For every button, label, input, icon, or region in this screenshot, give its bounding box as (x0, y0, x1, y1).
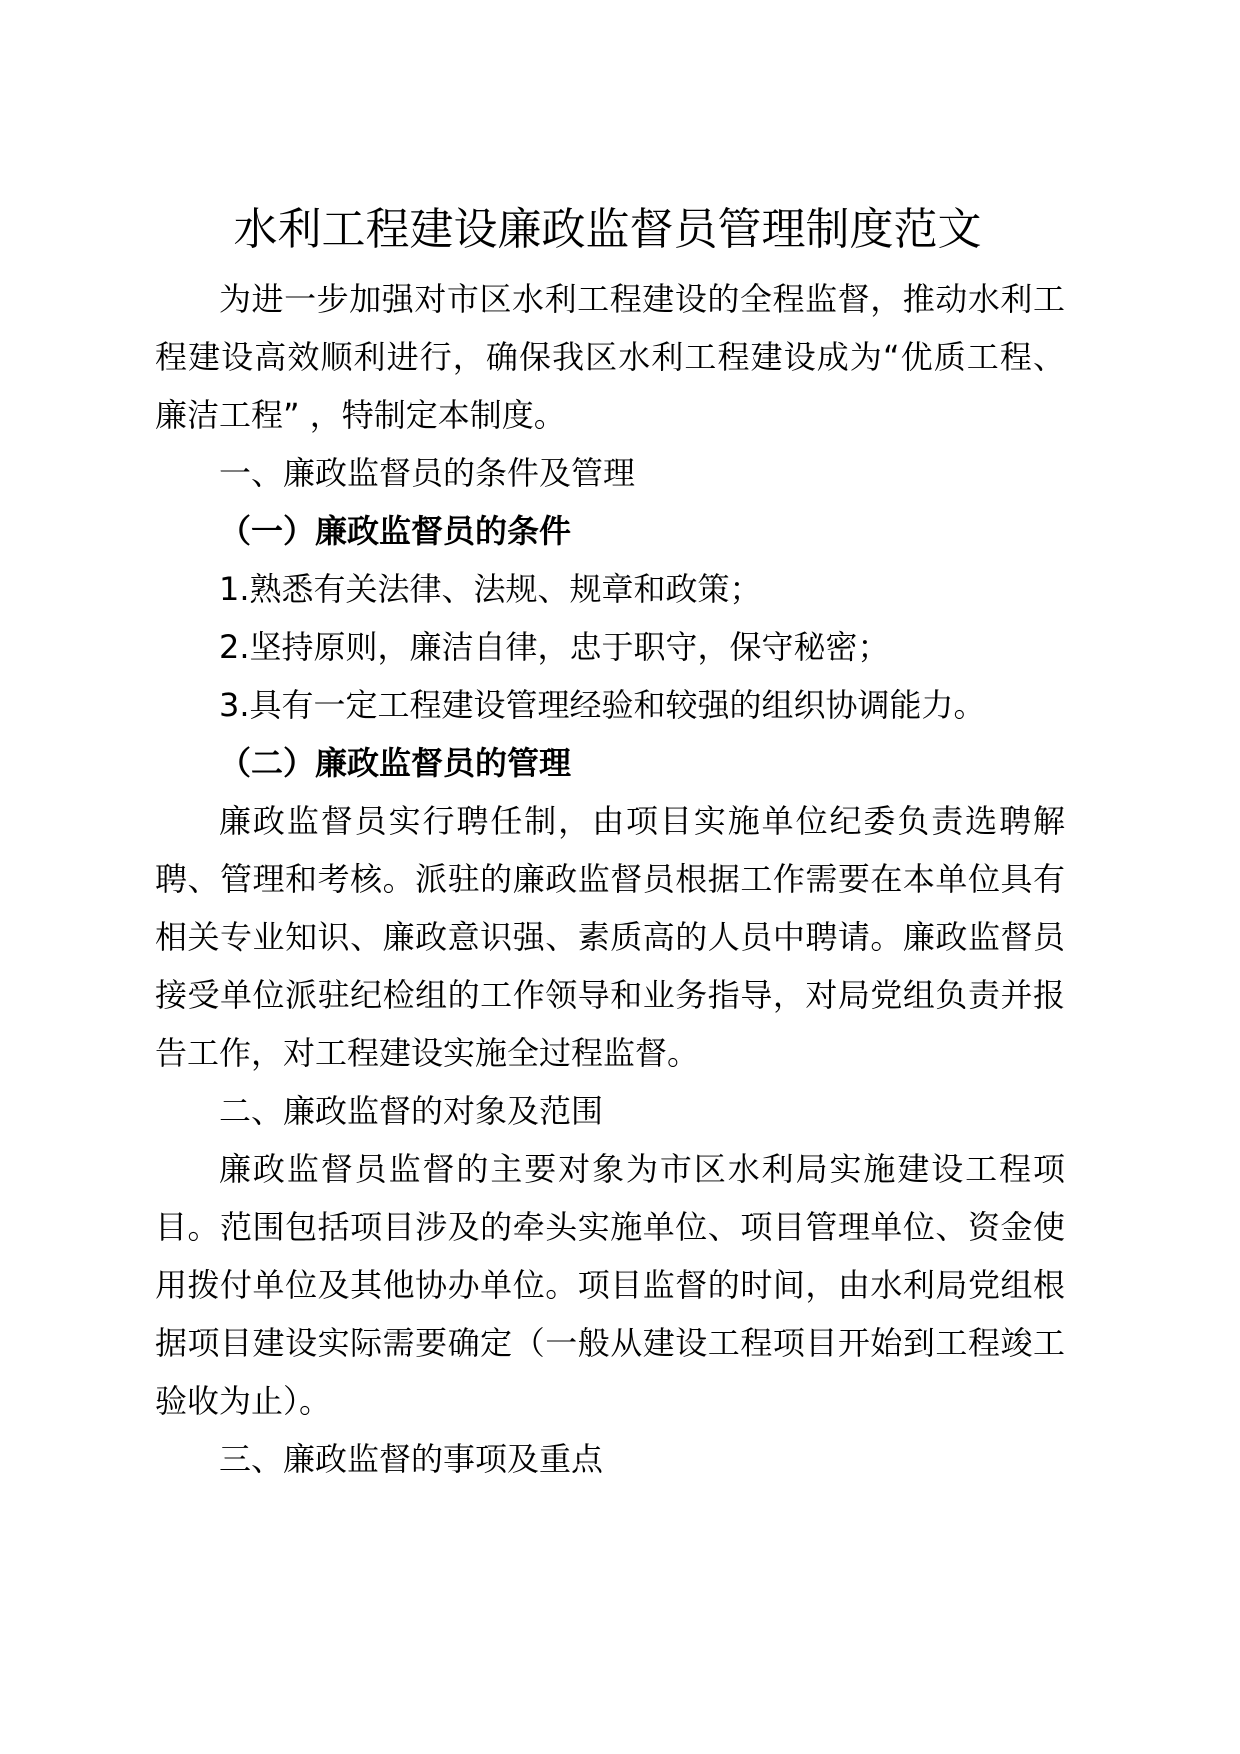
section-2-heading: 二、廉政监督的对象及范围 (219, 1092, 604, 1130)
document-title: 水利工程建设廉政监督员管理制度范文 (233, 204, 982, 255)
section-1-subheading-conditions: （一）廉政监督员的条件 (219, 512, 572, 550)
section-1-heading: 一、廉政监督员的条件及管理 (219, 454, 636, 492)
management-paragraph: 廉政监督员实行聘任制，由项目实施单位纪委负责选聘解聘、管理和考核。派驻的廉政监督员根据工作需要在本单位具有相关专业知识、廉政意识强、素质高的人员中聘请。廉政监督员接受单位派驻纪检组的工作领导和业务指导，对局党组负责并报告工作，对工程建设实施全过程监督。 (155, 802, 1065, 1072)
section-3-heading: 三、廉政监督的事项及重点 (219, 1440, 604, 1478)
section-1-subheading-management: （二）廉政监督员的管理 (219, 744, 572, 782)
intro-paragraph: 为进一步加强对市区水利工程建设的全程监督，推动水利工程建设高效顺利进行，确保我区水利工程建设成为“优质工程、廉洁工程” ，特制定本制度。 (155, 280, 1065, 434)
condition-item-3: 3.具有一定工程建设管理经验和较强的组织协调能力。 (219, 686, 986, 724)
condition-item-1: 1.熟悉有关法律、法规、规章和政策； (219, 570, 762, 608)
condition-item-2: 2.坚持原则，廉洁自律，忠于职守，保守秘密； (219, 628, 890, 666)
scope-paragraph: 廉政监督员监督的主要对象为市区水利局实施建设工程项目。范围包括项目涉及的牵头实施单位、项目管理单位、资金使用拨付单位及其他协办单位。项目监督的时间，由水利局党组根据项目建设实际需要确定（一般从建设工程项目开始到工程竣工验收为止）。 (155, 1150, 1065, 1420)
document-body (155, 270, 1065, 1488)
